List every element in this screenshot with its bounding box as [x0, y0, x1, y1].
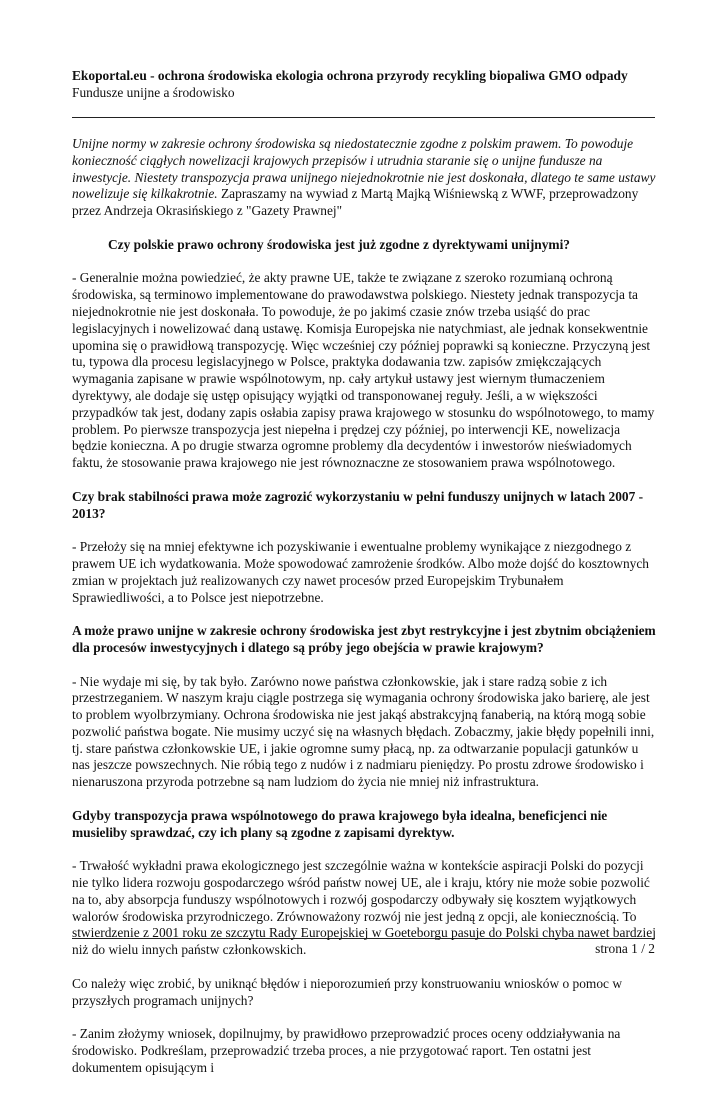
footer-divider: [72, 938, 655, 939]
page-header: [72, 67, 672, 101]
header-divider: [72, 117, 655, 118]
page-number: strona 1 / 2: [595, 941, 655, 956]
question-2: Czy brak stabilności prawa może zagrozić wykorzystaniu w pełni funduszy unijnych w latach 2007 - 2013?: [72, 488, 644, 521]
lead-italic-text: Unijne normy w zakresie ochrony środowiska są niedostatecznie zgodne z polskim prawem. To powoduje konieczność ciągłych nowelizacji krajowych przepisów i utrudnia staranie się o unijne fundusze na inwestycje. Niestety transpozycja prawa unijnego niejednokrotnie nie jest doskonała, dlatego te same ustawy nowelizuje się kilkakrotnie.: [72, 136, 656, 202]
question-5: Co należy więc zrobić, by uniknąć błędów i nieporozumień przy konstruowaniu wniosków o pomoc w przyszłych programach unijnych?: [72, 975, 623, 1008]
question-4: Gdyby transpozycja prawa wspólnotowego do prawa krajowego była idealna, beneficjenci nie musieliby sprawdzać, czy ich plany są zgodne z zapisami dyrektyw.: [72, 807, 608, 840]
site-title: Ekoportal.eu - ochrona środowiska ekologia ochrona przyrody recykling biopaliwa GMO odpady: [72, 68, 628, 83]
article-body: [72, 136, 656, 1093]
answer-2: - Przełoży się na mniej efektywne ich pozyskiwanie i ewentualne problemy wynikające z niezgodnego z prawem UE ich wydatkowania. Może spowodować zamrożenie środków. Albo może dojść do kosztownych zmian w projektach już realizowanych czy nawet procesów przed Europejskim Trybunałem Sprawiedliwości, a to Polsce jest niepotrzebne.: [72, 539, 650, 605]
answer-3: - Nie wydaje mi się, by tak było. Zarówno nowe państwa członkowskie, jak i stare radzą sobie z ich przestrzeganiem. W naszym kraju ciągle postrzega się wymagania ochrony środowiska jako barierę, ale jest to problem wyolbrzymiany. Ochrona środowiska nie jest jakąś abstrakcyjną fanaberią, na którą mogą sobie pozwolić państwa bogate. Nie musimy uczyć się na własnych błędach. Zobaczmy, jakie błędy popełnili inni, tj. stare państwa członkowskie UE, i jakie ogromne sumy płacą, np. za odtwarzanie populacji gatunków u nas jeszcze powszechnych. Nie róbią tego z nudów i z nadmiaru pieniędzy. Po prostu zdrowe środowisko i nienaruszona przyroda potrzebne są nam ludziom do życia nie mniej niż infrastruktura.: [72, 673, 655, 790]
answer-1: - Generalnie można powiedzieć, że akty prawne UE, także te związane z szeroko rozumianą ochroną środowiska, są terminowo implementowane do prawodawstwa polskiego. Niestety jednak transpozycja ta niejednokrotnie nie jest doskonała. To powoduje, że po jakimś czasie znów trzeba usiąść do prac legislacyjnych i nowelizować daną ustawę. Komisja Europejska nie natychmiast, ale jednak konsekwentnie upomina się o prawidłową transpozycję. Więc wcześniej czy później poprawki są konieczne. Przyczyną jest tu, typowa dla procesu legislacyjnego w Polsce, praktyka dodawania tzw. zapisów zmiękczających wymagania zapisane w prawie wspólnotowym, np. cały artykuł ustawy jest wiernym tłumaczeniem dyrektywy, ale dodaje się ustęp opisujący wyjątki od transponowanej reguły. Jeśli, a w większości przypadków tak jest, dodany zapis osłabia zapisy prawa krajowego w stosunku do wspólnotowego, to mamy problem. Po pierwsze transpozycja jest niepełna i prędzej czy później, po interwencji KE, nowelizacja będzie konieczna. A po drugie stwarza ogromne problemy dla decydentów i inwestorów nieświadomych faktu, że stosowanie prawa krajowego nie jest równoznaczne ze stosowaniem prawa wspólnotowego.: [72, 270, 655, 471]
lead-plain-text: Zapraszamy na wywiad z Martą Majką Wiśniewską z WWF, przeprowadzony przez Andrzeja Okrasińskiego z "Gazety Prawnej": [72, 186, 639, 219]
answer-5: - Zanim złożymy wniosek, dopilnujmy, by prawidłowo przeprowadzić proces oceny oddziaływania na środowisko. Podkreślam, przeprowadzić trzeba proces, a nie przygotować raport. Ten ostatni jest dokumentem opisującym i: [72, 1026, 621, 1075]
article-lead: [72, 136, 656, 220]
answer-4: - Trwałość wykładni prawa ekologicznego jest szczególnie ważna w kontekście aspiracji Polski do pozycji nie tylko lidera rozwoju gospodarczego wśród państw nowej UE, ale i kraju, który nie może sobie pozwolić na to, aby absorpcja funduszy wspólnotowych i rozwój gospodarczy odbywały się kosztem wyjątkowych walorów środowiska przyrodniczego. Zrównoważony rozwój nie jest jedną z opcji, ale koniecznością. To stwierdzenie z 2001 roku ze szczytu Rady Europejskiej w Goeteborgu pasuje do Polski chyba nawet bardziej niż do wielu innych państw członkowskich.: [72, 858, 656, 958]
question-1: Czy polskie prawo ochrony środowiska jest już zgodne z dyrektywami unijnymi?: [108, 236, 570, 252]
question-3: A może prawo unijne w zakresie ochrony środowiska jest zbyt restrykcyjne i jest zbytnim obciążeniem dla procesów inwestycyjnych i dlatego są próby jego obejścia w prawie krajowym?: [72, 623, 656, 655]
article-category: Fundusze unijne a środowisko: [72, 85, 235, 100]
